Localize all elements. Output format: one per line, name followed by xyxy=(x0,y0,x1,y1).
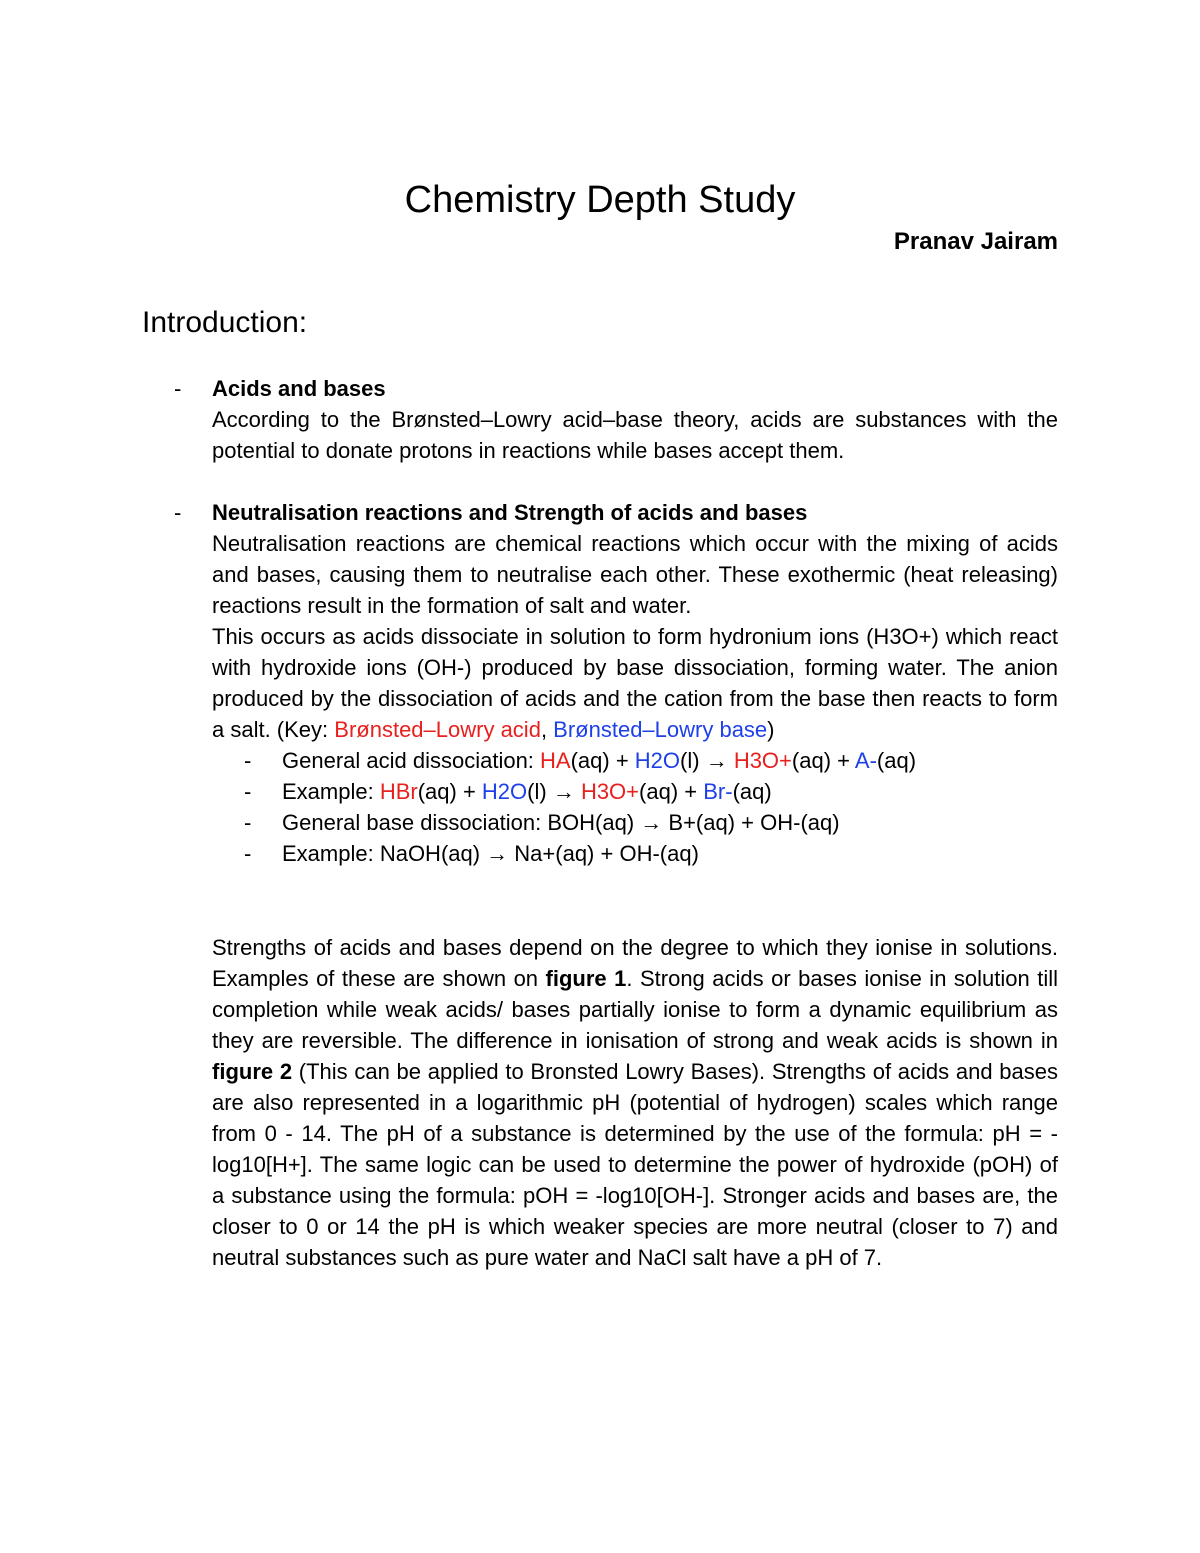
key-close: ) xyxy=(767,717,775,742)
conjugate-acid-species: H3O+ xyxy=(733,748,792,773)
conjugate-acid-species: H3O+ xyxy=(580,779,640,804)
equation-text: (aq) + xyxy=(570,748,635,773)
base-species: H2O xyxy=(634,748,681,773)
strengths-section xyxy=(142,932,1058,1273)
equation-example-acid xyxy=(212,776,1058,807)
document-title: Chemistry Depth Study xyxy=(404,179,796,221)
figure-1-reference: figure 1 xyxy=(545,966,627,991)
equation-label: Example: xyxy=(282,779,380,804)
paragraph-neutralisation: Neutralisation reactions are chemical reactions which occur with the mixing of acids and bases, causing them to neutralise each other. These exothermic (heat releasing) reactions result in the formation of salt and water. xyxy=(212,531,1058,618)
equation-text: General base dissociation: BOH(aq) → B+(aq) + OH-(aq) xyxy=(282,810,840,835)
acid-species: HA xyxy=(540,748,571,773)
bullet-heading: Acids and bases xyxy=(212,376,386,401)
equation-text: (l) → xyxy=(680,748,734,773)
author-name: Pranav Jairam xyxy=(893,228,1058,255)
acid-species: HBr xyxy=(379,779,418,804)
conjugate-base-species: A- xyxy=(854,748,877,773)
equation-general-base xyxy=(212,807,1058,838)
key-acid-label: Brønsted–Lowry acid xyxy=(334,717,541,742)
equation-text: (aq) + xyxy=(791,748,855,773)
conjugate-base-species: Br- xyxy=(703,779,733,804)
equation-text: (aq) xyxy=(876,748,917,773)
bullet-neutralisation xyxy=(142,497,1058,869)
bullet-dash: - xyxy=(174,376,182,401)
equation-text: (aq) + xyxy=(417,779,482,804)
sub-bullet-dash: - xyxy=(244,810,252,835)
equation-example-base xyxy=(212,838,1058,869)
paragraph-strengths xyxy=(212,932,1058,1273)
paragraph-text: Strengths of acids and bases depend on the degree to which they ionise in solutions. Examples of these are shown on xyxy=(212,935,1058,991)
paragraph-text: . Strong acids or bases ionise in solution till completion while weak acids/ bases partially ionise to form a dynamic equilibrium as they are reversible. The difference in ionisation of strong and weak acids is shown in xyxy=(212,966,1059,1053)
base-species: H2O xyxy=(481,779,528,804)
paragraph-text: (This can be applied to Bronsted Lowry Bases). Strengths of acids and bases are also represented in a logarithmic pH (potential of hydrogen) scales which range from 0 - 14. The pH of a substance is determined by the use of the formula: pH = -log10[H+]. The same logic can be used to determine the power of hydroxide (pOH) of a substance using the formula: pOH = -log10[OH-]. Stronger acids and bases are, the closer to 0 or 14 the pH is which weaker species are more neutral (closer to 7) and neutral substances such as pure water and NaCl salt have a pH of 7. xyxy=(212,1059,1058,1270)
paragraph-dissociation xyxy=(212,621,1058,745)
section-heading-introduction: Introduction: xyxy=(142,306,308,339)
bullet-dash: - xyxy=(174,500,182,525)
figure-2-reference: figure 2 xyxy=(212,1059,293,1084)
equation-general-acid xyxy=(212,745,1058,776)
sub-bullet-dash: - xyxy=(244,748,252,773)
sub-bullet-dash: - xyxy=(244,779,252,804)
paragraph-text: This occurs as acids dissociate in solution to form hydronium ions (H3O+) which react with hydroxide ions (OH-) produced by base dissociation, forming water. The anion produced by the dissociation of acids and the cation from the base then reacts to form a salt. (Key: xyxy=(212,624,1058,742)
equation-text: (aq) xyxy=(732,779,772,804)
equation-text: (l) → xyxy=(527,779,581,804)
sub-bullet-dash: - xyxy=(244,841,252,866)
bullet-acids-and-bases xyxy=(142,373,1058,466)
equation-text: Example: NaOH(aq) → Na+(aq) + OH-(aq) xyxy=(282,841,699,866)
equation-text: (aq) + xyxy=(639,779,704,804)
key-separator: , xyxy=(540,717,554,742)
bullet-body: According to the Brønsted–Lowry acid–base theory, acids are substances with the potential to donate protons in reactions while bases accept them. xyxy=(212,407,1058,463)
key-base-label: Brønsted–Lowry base xyxy=(553,717,768,742)
equation-label: General acid dissociation: xyxy=(282,748,541,773)
bullet-heading: Neutralisation reactions and Strength of acids and bases xyxy=(212,500,808,525)
